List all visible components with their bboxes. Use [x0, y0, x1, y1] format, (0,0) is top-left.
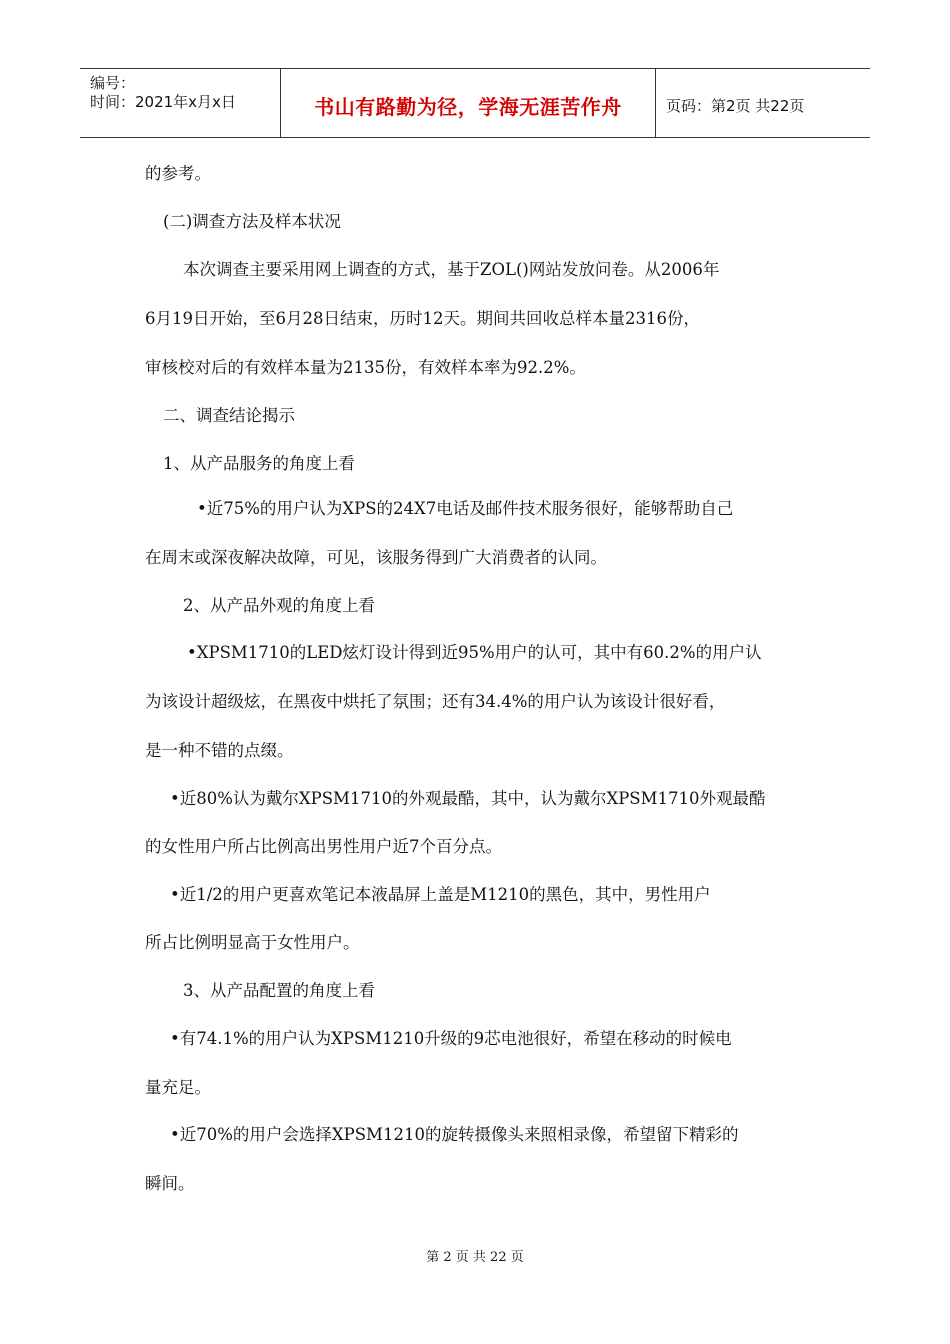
page-footer: 第 2 页 共 22 页 — [426, 1250, 524, 1265]
header-motto-cell — [280, 69, 656, 137]
body-line: 6月19日开始，至6月28日结束，历时12天。期间共回收总样本量2316份， — [145, 309, 700, 328]
bullet-line: •近1/2的用户更喜欢笔记本液晶屏上盖是M1210的黑色，其中，男性用户 — [170, 885, 711, 904]
body-line: 的女性用户所占比例高出男性用户近7个百分点。 — [145, 837, 502, 856]
header-page-cell — [656, 69, 870, 137]
bullet-line: •近70%的用户会选择XPSM1210的旋转摄像头来照相录像，希望留下精彩的 — [170, 1125, 739, 1144]
document-number-label: 编号： — [90, 74, 136, 92]
header-motto: 书山有路勤为径，学海无涯苦作舟 — [314, 94, 622, 119]
body-line: 审核校对后的有效样本量为2135份，有效样本率为92.2%。 — [145, 358, 586, 377]
body-line: 的参考。 — [145, 164, 211, 183]
bullet-line: •XPSM1710的LED炫灯设计得到近95%用户的认可，其中有60.2%的用户认 — [187, 643, 762, 662]
body-line: 本次调查主要采用网上调查的方式，基于ZOL()网站发放问卷。从2006年 — [183, 260, 720, 279]
body-line: 量充足。 — [145, 1078, 211, 1097]
section-heading: (二)调查方法及样本状况 — [163, 212, 341, 231]
subsection-heading: 2、从产品外观的角度上看 — [183, 596, 375, 615]
body-line: 为该设计超级炫，在黑夜中烘托了氛围；还有34.4%的用户认为该设计很好看， — [145, 692, 726, 711]
bullet-line: •近80%认为戴尔XPSM1710的外观最酷，其中，认为戴尔XPSM1710外观最酷 — [170, 789, 766, 808]
subsection-heading: 3、从产品配置的角度上看 — [183, 981, 375, 1000]
page-header — [80, 68, 870, 138]
bullet-line: •近75%的用户认为XPS的24X7电话及邮件技术服务很好，能够帮助自己 — [197, 499, 734, 518]
header-page-number: 页码：第2页 共22页 — [666, 96, 805, 115]
body-line: 瞬间。 — [145, 1174, 195, 1193]
body-line: 在周末或深夜解决故障，可见，该服务得到广大消费者的认同。 — [145, 548, 607, 567]
document-date-label: 时间：2021年x月x日 — [90, 93, 236, 111]
body-line: 所占比例明显高于女性用户。 — [145, 933, 360, 952]
subsection-heading: 1、从产品服务的角度上看 — [163, 454, 355, 473]
bullet-line: •有74.1%的用户认为XPSM1210升级的9芯电池很好，希望在移动的时候电 — [170, 1029, 732, 1048]
header-meta-cell — [80, 69, 280, 137]
body-line: 是一种不错的点缀。 — [145, 741, 294, 760]
section-heading: 二、调查结论揭示 — [163, 406, 295, 425]
